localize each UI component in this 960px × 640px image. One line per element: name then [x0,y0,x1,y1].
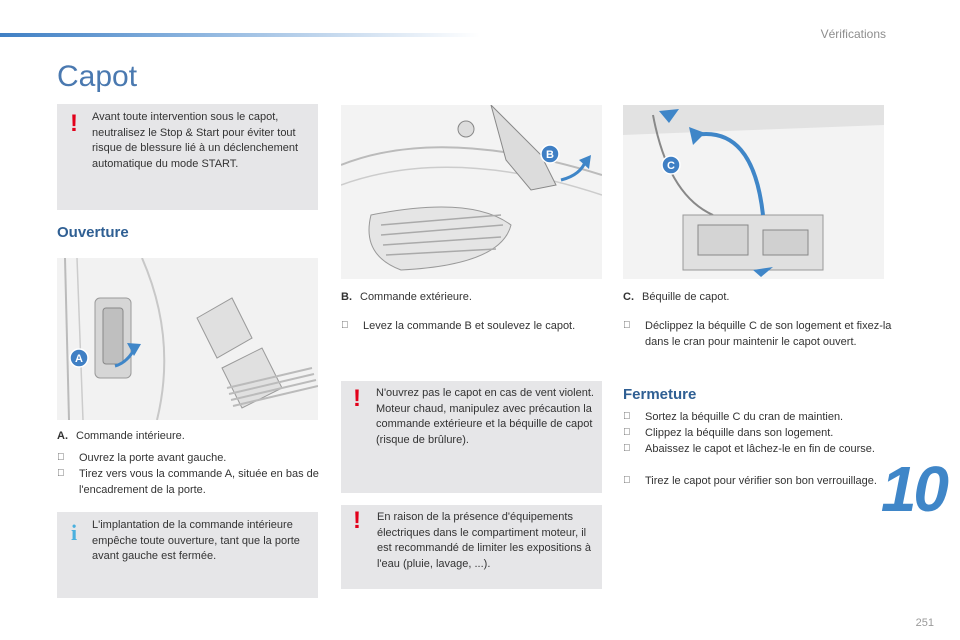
warning-box-wind [341,381,602,493]
figure-hood-prop [623,105,884,279]
info-box [57,512,318,598]
warning-icon: ! [70,110,78,137]
list-item [623,441,897,457]
bullet-icon [57,450,65,466]
warning-icon: ! [353,507,361,534]
caption-c-label: C. [623,291,634,303]
section-heading-fermeture: Fermeture [623,386,697,403]
bullet-icon [57,466,65,482]
bullet-icon [341,318,349,334]
callout-b-label: B [546,149,554,161]
step-text: Tirez le capot pour vérifier son bon verrouillage. [645,475,877,487]
section-heading-ouverture: Ouverture [57,224,129,241]
list-item [341,318,625,334]
caption-a-label: A. [57,430,68,442]
info-icon: i [71,520,78,545]
step-text: Levez la commande B et soulevez le capot. [363,320,576,332]
callout-a-label: A [75,353,83,365]
page-title: Capot [57,60,138,93]
exterior-release-illustration [341,105,602,279]
bullet-icon [623,473,631,489]
warning-text: N'ouvrez pas le capot en cas de vent violent. Moteur chaud, manipulez avec précaution la commande extérieure et la béquille de capot (risque de brûlure). [376,387,594,446]
warning-text: Avant toute intervention sous le capot, neutralisez le Stop & Start pour éviter tout risque de blessure lié à un déclenchement automatique du mode START. [92,111,299,170]
list-item [623,409,897,425]
warning-icon: ! [353,385,361,412]
list-item [623,318,897,350]
step-text: Sortez la béquille C du cran de maintien. [645,411,844,423]
bullet-icon [623,318,631,334]
caption-b-text: Commande extérieure. [360,291,472,303]
bullet-icon [623,425,631,441]
bullet-icon [623,409,631,425]
step-text: Déclippez la béquille C de son logement et fixez-la dans le cran pour maintenir le capot ouvert. [645,320,892,348]
step-text: Tirez vers vous la commande A, située en bas de l'encadrement de la porte. [79,468,319,496]
list-item [57,466,337,498]
bullet-icon [623,441,631,457]
warning-box-top [57,104,318,210]
caption-b-label: B. [341,291,352,303]
caption-c-text: Béquille de capot. [642,291,730,303]
warning-box-water [341,505,602,589]
chapter-number: 10 [880,453,946,525]
warning-text: En raison de la présence d'équipements électriques dans le compartiment moteur, il est recommandé de limiter les expositions à l'eau (pluie, lavage, ...). [377,511,591,570]
caption-b [341,291,472,303]
step-text: Abaissez le capot et lâchez-le en fin de course. [645,443,875,455]
callout-c-label: C [667,160,675,172]
caption-c [623,291,729,303]
caption-a-text: Commande intérieure. [76,430,185,442]
step-text: Ouvrez la porte avant gauche. [79,452,227,464]
caption-a [57,430,185,442]
figure-interior-release [57,258,318,420]
hood-prop-illustration [623,105,884,279]
step-text: Clippez la béquille dans son logement. [645,427,834,439]
figure-exterior-release [341,105,602,279]
page-number: 251 [915,617,934,629]
header-accent-bar [0,33,480,37]
interior-release-illustration [57,258,318,420]
header-section-title: Vérifications [820,27,886,41]
list-item [623,425,897,441]
list-item [57,450,337,466]
list-item [623,473,897,489]
info-text: L'implantation de la commande intérieure empêche toute ouverture, tant que la porte avant gauche est fermée. [92,519,300,562]
